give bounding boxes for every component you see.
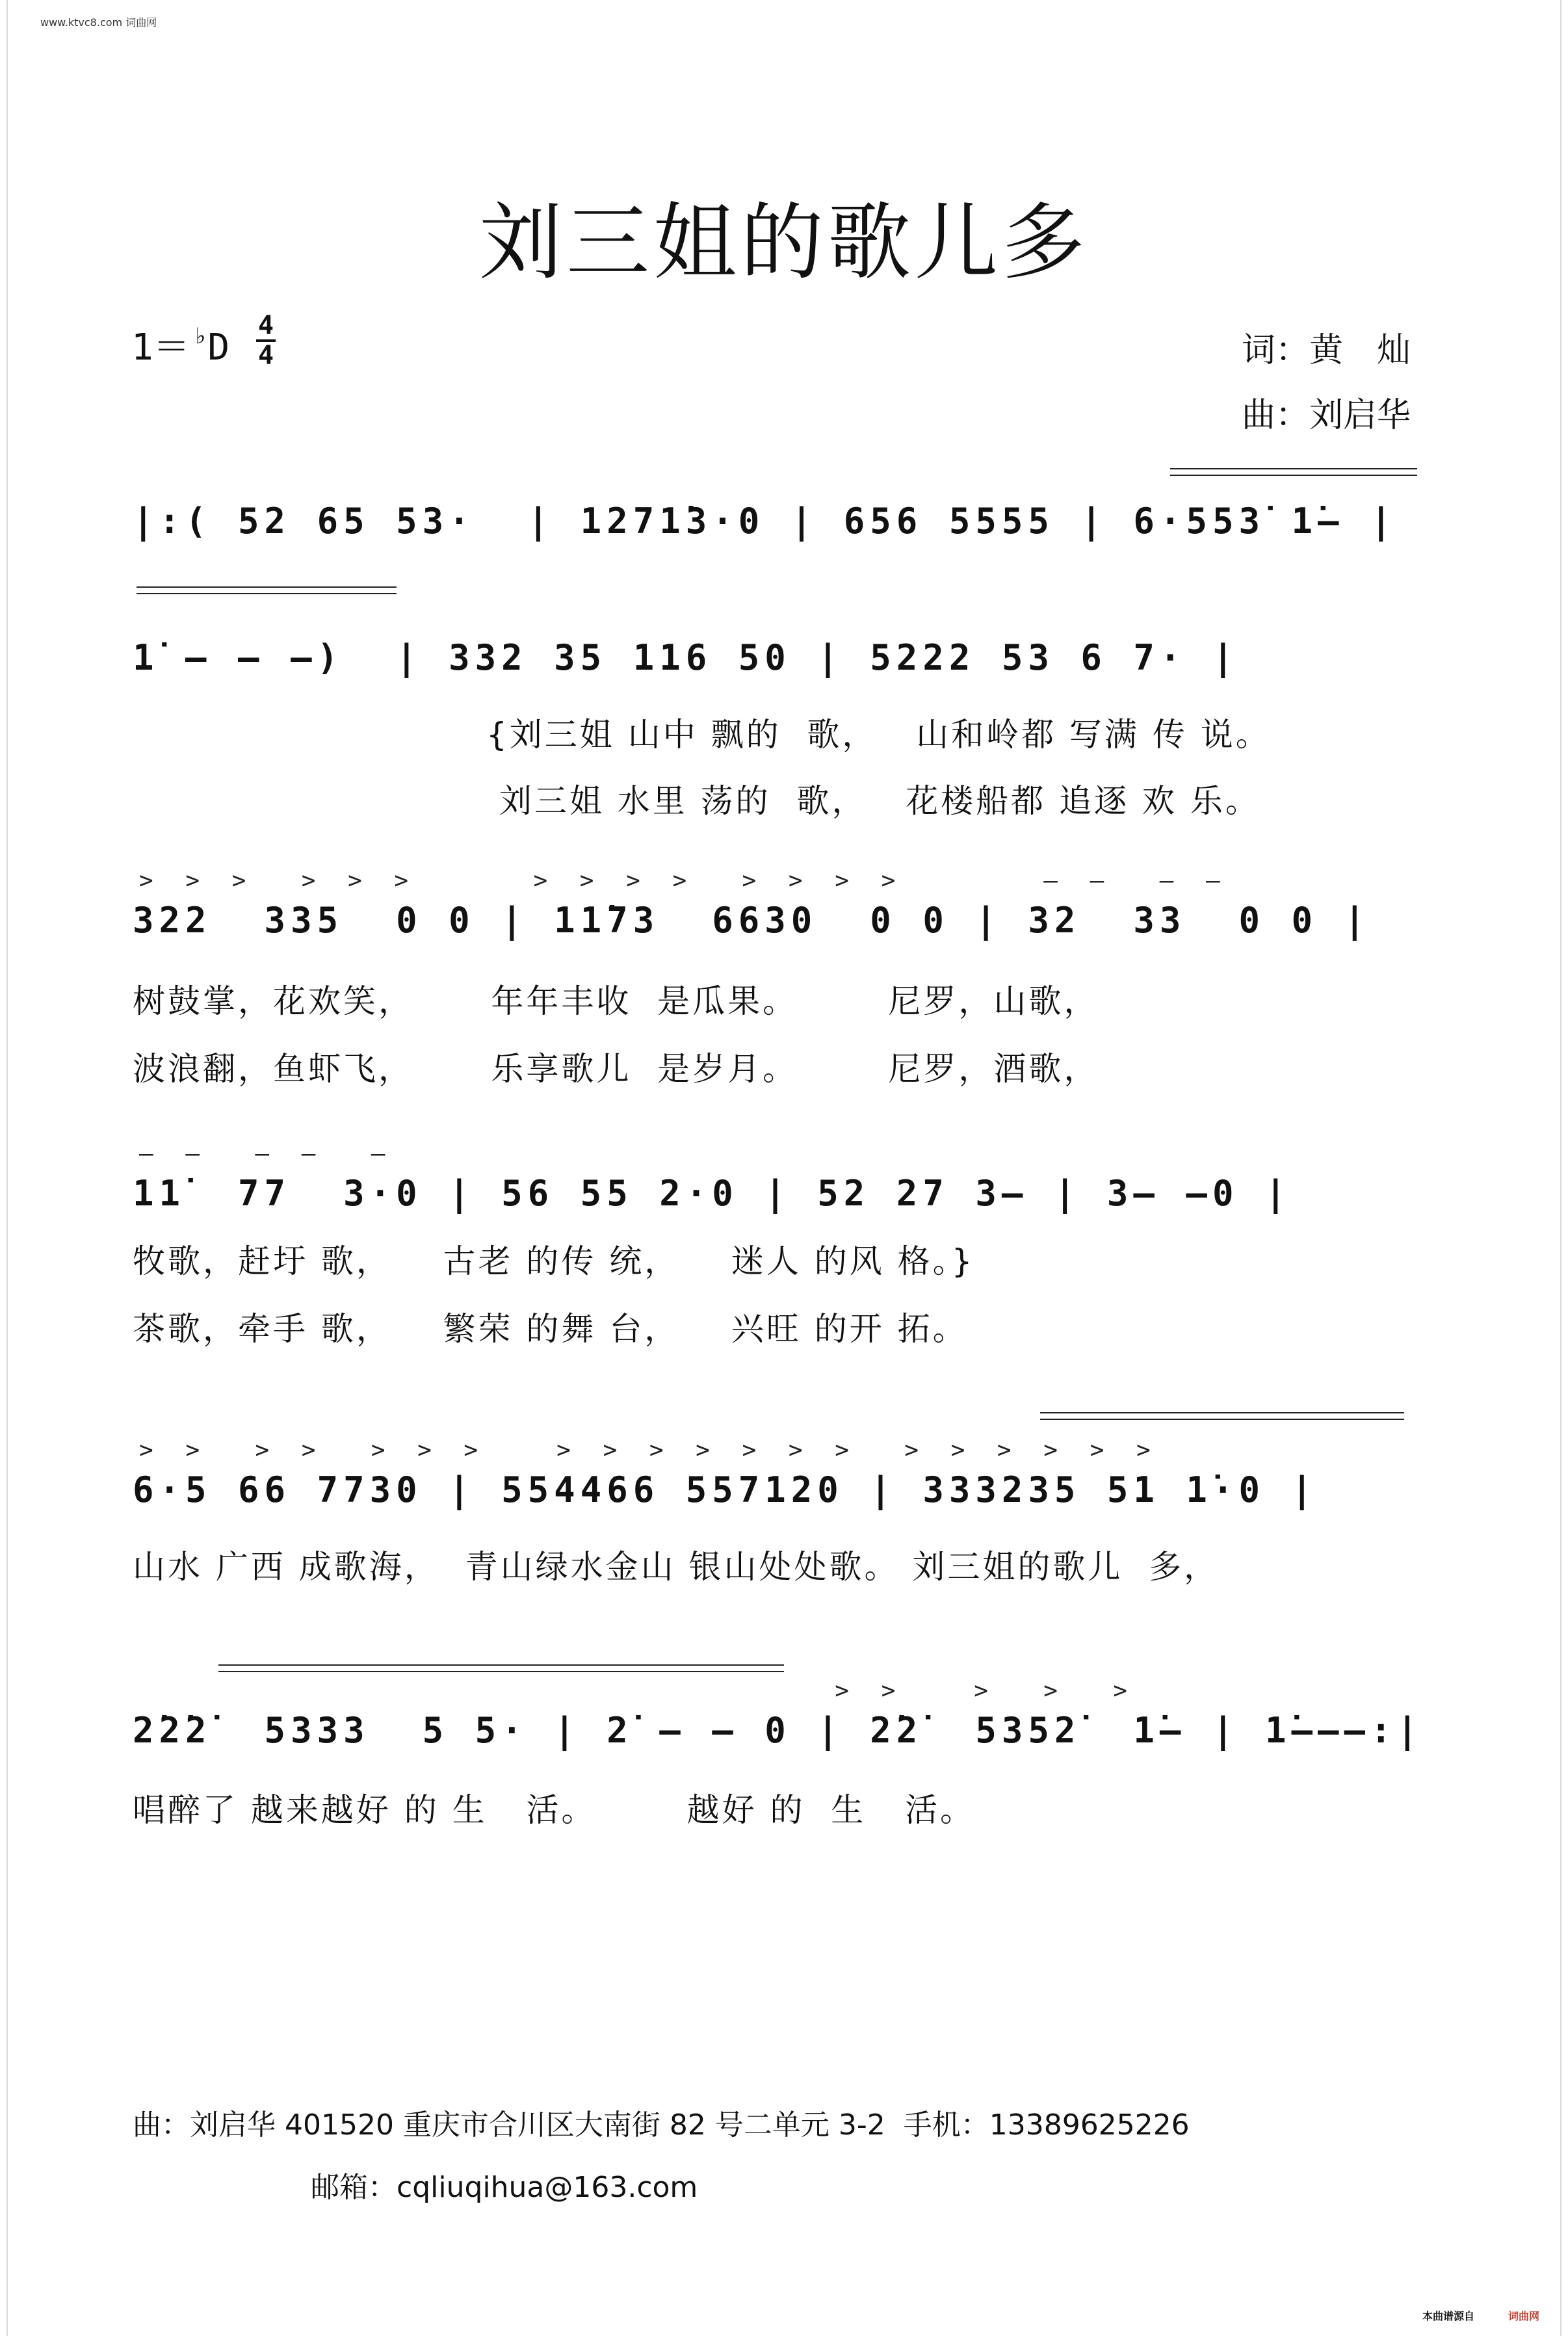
notation: 6·5 66 7730 | 554466 557120 | 333235 51 1̇·0 | <box>133 1469 1318 1510</box>
footer-source-label: 本曲谱源自 <box>1422 2310 1475 2322</box>
key-one: 1＝ <box>131 326 190 369</box>
meter-top: 4 <box>257 311 274 341</box>
notation: |:( 52 65 53· | 1271̇3·0 | 656 5555 | 6·553̇ 1̇– | <box>133 501 1397 542</box>
lyrics-verse-2: 波浪翻，鱼虾飞， 乐享歌儿 是岁月。 尼罗，酒歌， <box>133 1050 1099 1088</box>
lyricist-credit: 词：黄 灿 <box>1242 331 1411 370</box>
notation: 11̇ 77 3·0 | 56 55 2·0 | 52 27 3– | 3– –0 | <box>133 1173 1292 1214</box>
song-title: 刘三姐的歌儿多 <box>478 194 1089 291</box>
notation: 1̇ – – –) | 332 35 116 50 | 5222 53 6 7· | <box>133 637 1239 678</box>
lyrics-verse-2: 刘三姐 水里 荡的 歌， 花楼船都 追逐 欢 乐。 <box>486 782 1261 820</box>
meter-bottom: 4 <box>257 341 274 371</box>
lyrics-verse-1: {刘三姐 山中 飘的 歌， 山和岭都 写满 传 说。 <box>486 716 1271 754</box>
site-label[interactable]: www.ktvc8.com 词曲网 <box>40 16 157 29</box>
key-tonic: D <box>207 326 230 369</box>
footer-site-link[interactable]: 词曲网 <box>1508 2310 1540 2322</box>
notation: 2̇2̇2̇ 5333 5 5· | 2̇ – – 0 | 2̇2̇ 5352̇ 1̇– | 1̇–––:| <box>133 1710 1424 1751</box>
beam-line <box>1170 475 1417 476</box>
beam-line <box>1170 468 1417 469</box>
lyrics-verse-1: 唱醉了 越来越好 的 生 活。 越好 的 生 活。 <box>133 1791 975 1829</box>
beam-line <box>218 1664 784 1666</box>
contact-email[interactable]: 邮箱：cqliuqihua@163.com <box>311 2171 698 2204</box>
contact-info: 曲：刘启华 401520 重庆市合川区大南街 82 号二单元 3-2 手机：13389625226 <box>133 2108 1190 2142</box>
left-edge-rule <box>7 0 8 2336</box>
key-signature <box>131 319 229 371</box>
composer-credit: 曲：刘启华 <box>1242 396 1411 435</box>
beam-line <box>137 593 397 594</box>
right-edge-rule <box>1560 0 1561 2336</box>
beam-line <box>1040 1412 1404 1413</box>
lyrics-verse-1: 树鼓掌，花欢笑， 年年丰收 是瓜果。 尼罗，山歌， <box>133 982 1099 1020</box>
accent-marks: > > > > > <box>139 1677 1136 1704</box>
lyrics-verse-1: 山水 广西 成歌海， 青山绿水金山 银山处处歌。 刘三姐的歌儿 多， <box>133 1548 1220 1586</box>
beam-line <box>137 586 397 588</box>
time-signature <box>255 312 277 369</box>
beam-line <box>1040 1419 1404 1420</box>
flat-icon: ♭ <box>193 323 208 350</box>
accent-marks: > > > > > > > > > > > > > > — — — — <box>139 867 1229 894</box>
lyrics-verse-2: 茶歌，牵手 歌， 繁荣 的舞 台， 兴旺 的开 拓。 <box>133 1310 968 1348</box>
lyrics-verse-1: 牧歌，赶圩 歌， 古老 的传 统， 迷人 的风 格。} <box>133 1242 975 1280</box>
tenuto-marks: — — — — — <box>139 1140 395 1167</box>
notation: 322 335 0 0 | 11̇73 6630 0 0 | 32 33 0 0 | <box>133 900 1371 941</box>
accent-marks: > > > > > > > > > > > > > > > > > > > > <box>139 1437 1160 1463</box>
beam-line <box>218 1671 784 1672</box>
